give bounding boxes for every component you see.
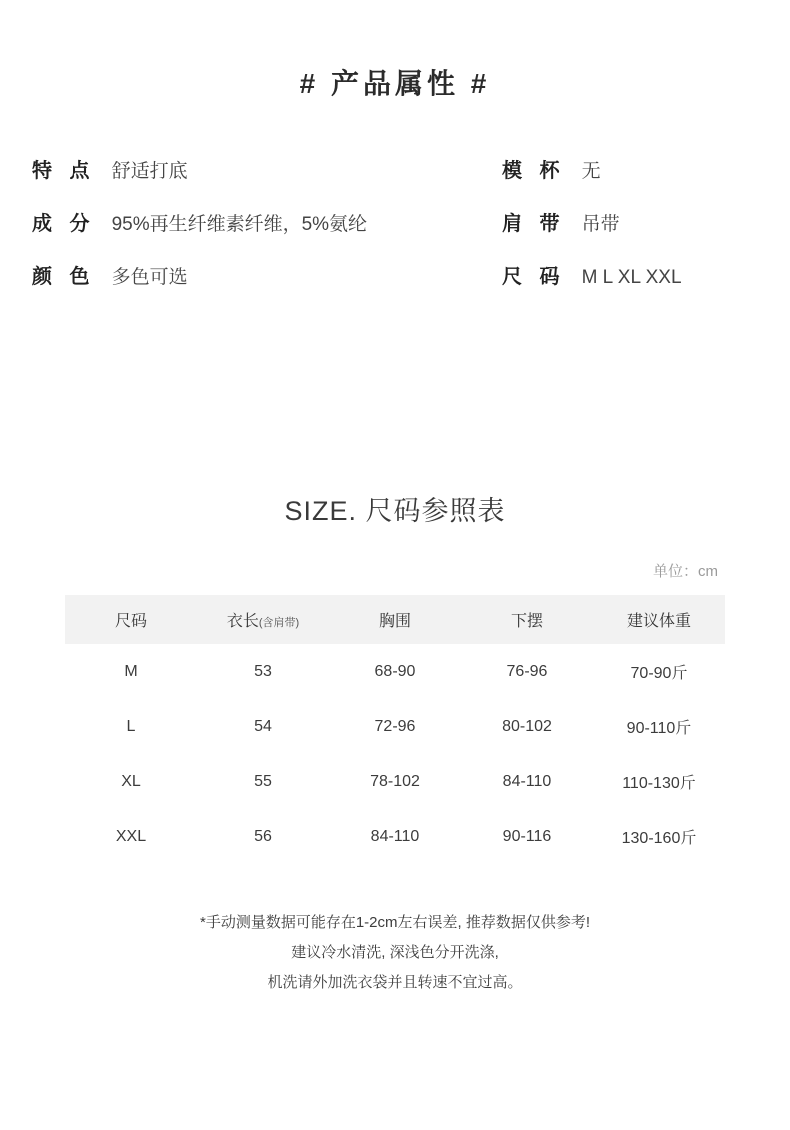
attribute-pair-composition — [32, 207, 502, 236]
cell-length: 56 — [254, 827, 272, 845]
cell-length: 53 — [254, 662, 272, 680]
column-header-label: 下摆 — [510, 613, 543, 630]
size-chart-title: SIZE. 尺码参照表 — [284, 496, 506, 526]
table-header-row — [65, 595, 725, 644]
cell-hem: 76-96 — [506, 662, 548, 680]
cell-hem: 84-110 — [502, 772, 552, 790]
table-row — [65, 809, 725, 864]
table-row — [65, 644, 725, 699]
attribute-value-color: 多色可选 — [111, 267, 188, 288]
attribute-row — [32, 260, 760, 289]
cell-length: 55 — [254, 772, 272, 790]
attribute-pair-color — [32, 260, 502, 289]
attribute-key-color: 颜 色 — [32, 266, 96, 288]
size-chart-unit-note: 单位：cm — [653, 563, 718, 580]
cell-size: L — [126, 717, 136, 735]
attribute-key-composition: 成 分 — [32, 213, 96, 235]
care-note-line: 机洗请外加洗衣袋并且转速不宜过高。 — [267, 974, 523, 991]
table-row — [65, 754, 725, 809]
cell-size: XXL — [115, 827, 147, 845]
care-note-line: 建议冷水清洗, 深浅色分开洗涤, — [291, 944, 499, 961]
attribute-pair-feature — [32, 154, 502, 183]
attribute-key-strap: 肩 带 — [502, 213, 566, 235]
column-header-label: 衣长 — [226, 613, 259, 630]
cell-hem: 90-116 — [502, 827, 552, 845]
column-header-size — [65, 595, 197, 644]
attribute-value-strap: 吊带 — [581, 214, 620, 235]
cell-weight: 90-110斤 — [626, 720, 692, 737]
product-attributes-title: # 产品属性 # — [299, 68, 491, 99]
size-chart-table — [65, 595, 725, 864]
attribute-value-composition: 95%再生纤维素纤维，5%氨纶 — [111, 214, 368, 235]
attribute-pair-size — [502, 260, 760, 289]
cell-weight: 70-90斤 — [630, 665, 688, 682]
column-header-length — [197, 595, 329, 644]
attribute-value-feature: 舒适打底 — [111, 161, 188, 182]
cell-weight: 110-130斤 — [622, 775, 696, 792]
column-header-sublabel: (含肩带) — [258, 617, 300, 629]
cell-bust: 72-96 — [374, 717, 416, 735]
column-header-hem — [461, 595, 593, 644]
column-header-label: 胸围 — [378, 613, 411, 630]
attribute-row — [32, 154, 760, 183]
attribute-key-cup: 模 杯 — [502, 160, 566, 182]
attribute-pair-strap — [502, 207, 760, 236]
cell-bust: 78-102 — [370, 772, 420, 790]
attribute-key-feature: 特 点 — [32, 160, 96, 182]
column-header-label: 尺码 — [114, 613, 147, 630]
column-header-bust — [329, 595, 461, 644]
table-row — [65, 699, 725, 754]
column-header-weight — [593, 595, 725, 644]
cell-hem: 80-102 — [502, 717, 552, 735]
cell-size: XL — [121, 772, 141, 790]
cell-weight: 130-160斤 — [621, 830, 697, 847]
cell-length: 54 — [254, 717, 272, 735]
attribute-row — [32, 207, 760, 236]
cell-bust: 68-90 — [374, 662, 416, 680]
column-header-label: 建议体重 — [626, 613, 691, 630]
care-note-line: *手动测量数据可能存在1-2cm左右误差, 推荐数据仅供参考! — [199, 914, 591, 931]
cell-size: M — [124, 662, 138, 680]
cell-bust: 84-110 — [370, 827, 420, 845]
care-notes — [0, 908, 790, 998]
attribute-value-cup: 无 — [581, 161, 601, 182]
attribute-pair-cup — [502, 154, 760, 183]
product-attributes-table — [0, 154, 790, 289]
attribute-key-size: 尺 码 — [502, 266, 566, 288]
attribute-value-size: M L XL XXL — [581, 267, 682, 288]
